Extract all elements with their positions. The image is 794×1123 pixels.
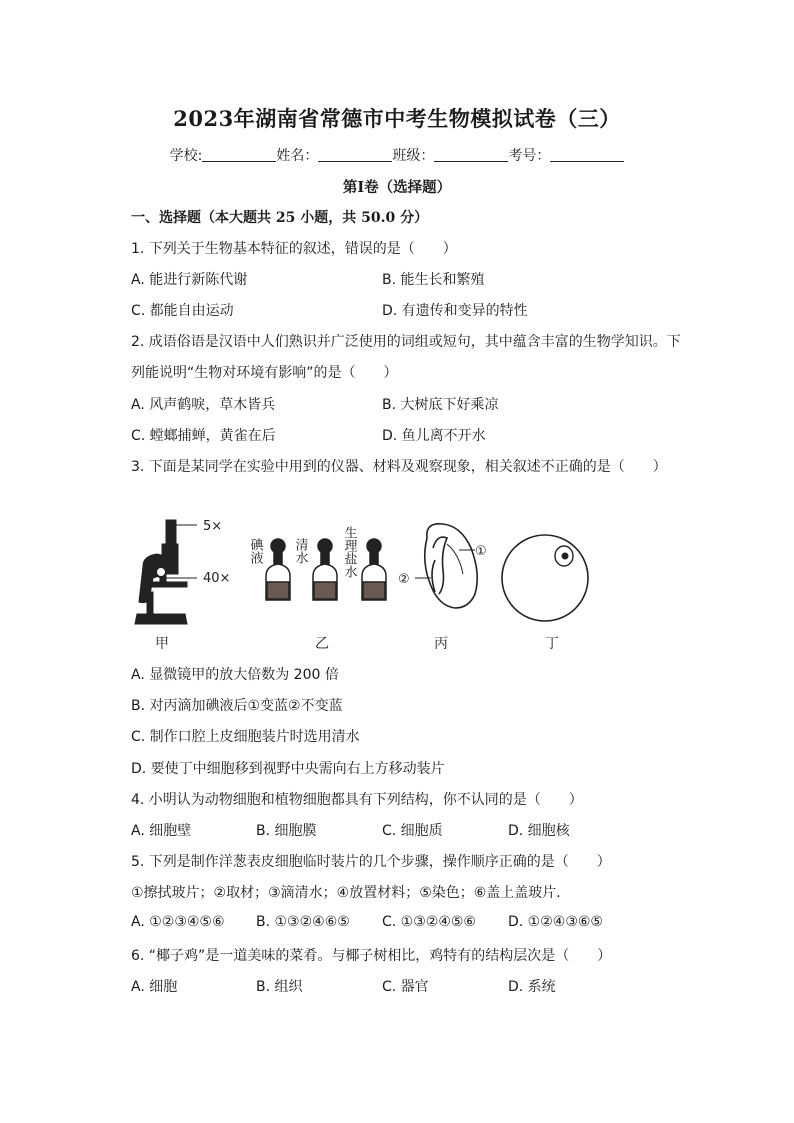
q3-option-c[interactable]: C. 制作口腔上皮细胞装片时选用清水 bbox=[131, 729, 360, 745]
q5-option-d[interactable]: D. ①②④③⑥⑤ bbox=[508, 914, 603, 930]
exam-number-blank[interactable] bbox=[550, 147, 624, 162]
water-label: 清水 bbox=[292, 538, 308, 564]
caption-ding: 丁 bbox=[545, 636, 559, 652]
question-6-stem: 6. “椰子鸡”是一道美味的菜肴。与椰子树相比，鸡特有的结构层次是（ ） bbox=[131, 948, 612, 964]
class-label: 班级： bbox=[392, 148, 435, 164]
student-info-row bbox=[0, 145, 794, 165]
q4-option-a[interactable]: A. 细胞壁 bbox=[131, 823, 192, 839]
caption-jia: 甲 bbox=[155, 636, 169, 652]
field-of-view bbox=[502, 535, 588, 621]
stage bbox=[147, 582, 187, 587]
section-title: 第I卷（选择题） bbox=[342, 179, 452, 196]
eyepiece-magnification: 5× bbox=[203, 519, 223, 534]
q2-option-a[interactable]: A. 风声鹤唳，草木皆兵 bbox=[131, 397, 276, 413]
q6-option-c[interactable]: C. 器官 bbox=[382, 979, 429, 995]
page-title: 2023年湖南省常德市中考生物模拟试卷（三） bbox=[173, 106, 621, 131]
microscope-base bbox=[135, 614, 187, 624]
saline-label: 生理盐水 bbox=[341, 526, 357, 578]
saline-bottle bbox=[362, 539, 386, 600]
iodine-label: 碘液 bbox=[247, 538, 263, 564]
q6-option-a[interactable]: A. 细胞 bbox=[131, 979, 178, 995]
q5-option-a[interactable]: A. ①②③④⑤⑥ bbox=[131, 914, 225, 930]
q2-option-c[interactable]: C. 螳螂捕蝉，黄雀在后 bbox=[131, 428, 276, 444]
water-bottle bbox=[313, 539, 337, 600]
q2-option-d[interactable]: D. 鱼儿离不开水 bbox=[382, 428, 486, 444]
experiment-figure bbox=[125, 508, 595, 658]
part-heading: 一、选择题（本大题共 25 小题，共 50.0 分） bbox=[131, 210, 429, 226]
q5-option-b[interactable]: B. ①③②④⑥⑤ bbox=[256, 914, 350, 930]
school-blank[interactable] bbox=[202, 147, 276, 162]
microscope-drawing bbox=[135, 520, 197, 624]
q1-option-d[interactable]: D. 有遗传和变异的特性 bbox=[382, 303, 528, 319]
marker-2: ② bbox=[398, 572, 410, 587]
question-1-stem: 1. 下列关于生物基本特征的叙述，错误的是（ ） bbox=[131, 241, 457, 257]
question-5-stem-line2: ①擦拭玻片；②取材；③滴清水；④放置材料；⑤染色；⑥盖上盖玻片． bbox=[131, 885, 571, 901]
q3-option-a[interactable]: A. 显微镜甲的放大倍数为 200 倍 bbox=[131, 667, 339, 683]
q4-option-b[interactable]: B. 细胞膜 bbox=[256, 823, 317, 839]
q3-option-b[interactable]: B. 对丙滴加碘液后①变蓝②不变蓝 bbox=[131, 698, 343, 714]
q5-option-c[interactable]: C. ①③②④⑤⑥ bbox=[382, 914, 476, 930]
marker-1: ① bbox=[475, 544, 487, 559]
q1-option-b[interactable]: B. 能生长和繁殖 bbox=[382, 272, 485, 288]
pillar bbox=[147, 592, 153, 614]
name-blank[interactable] bbox=[318, 147, 392, 162]
eyepiece-tube bbox=[166, 520, 176, 544]
exam-number-label: 考号： bbox=[508, 148, 551, 164]
q4-option-c[interactable]: C. 细胞质 bbox=[382, 823, 443, 839]
caption-bing: 丙 bbox=[434, 636, 448, 652]
school-label: 学校: bbox=[169, 148, 203, 164]
caption-yi: 乙 bbox=[315, 636, 329, 652]
dropper-bottles bbox=[248, 525, 387, 600]
question-3-stem: 3. 下面是某同学在实验中用到的仪器、材料及观察现象，相关叙述不正确的是（ ） bbox=[131, 459, 667, 475]
objective-magnification: 40× bbox=[203, 571, 231, 586]
focus-knob bbox=[156, 567, 166, 577]
question-2-stem-line2: 列能说明“生物对环境有影响”的是（ ） bbox=[131, 365, 398, 381]
question-2-stem-line1: 2. 成语俗语是汉语中人们熟识并广泛使用的词组或短句，其中蕴含丰富的生物学知识。下 bbox=[131, 334, 681, 350]
seed-drawing bbox=[415, 524, 477, 608]
q6-option-d[interactable]: D. 系统 bbox=[508, 979, 556, 995]
iodine-bottle bbox=[266, 539, 290, 600]
q1-option-c[interactable]: C. 都能自由运动 bbox=[131, 303, 234, 319]
q6-option-b[interactable]: B. 组织 bbox=[256, 979, 303, 995]
q4-option-d[interactable]: D. 细胞核 bbox=[508, 823, 570, 839]
q3-option-d[interactable]: D. 要使丁中细胞移到视野中央需向右上方移动装片 bbox=[131, 761, 445, 777]
question-5-stem-line1: 5. 下列是制作洋葱表皮细胞临时装片的几个步骤，操作顺序正确的是（ ） bbox=[131, 854, 611, 870]
class-blank[interactable] bbox=[434, 147, 508, 162]
q2-option-b[interactable]: B. 大树底下好乘凉 bbox=[382, 397, 499, 413]
question-4-stem: 4. 小明认为动物细胞和植物细胞都具有下列结构，你不认同的是（ ） bbox=[131, 792, 583, 808]
name-label: 姓名： bbox=[276, 148, 319, 164]
q1-option-a[interactable]: A. 能进行新陈代谢 bbox=[131, 272, 248, 288]
